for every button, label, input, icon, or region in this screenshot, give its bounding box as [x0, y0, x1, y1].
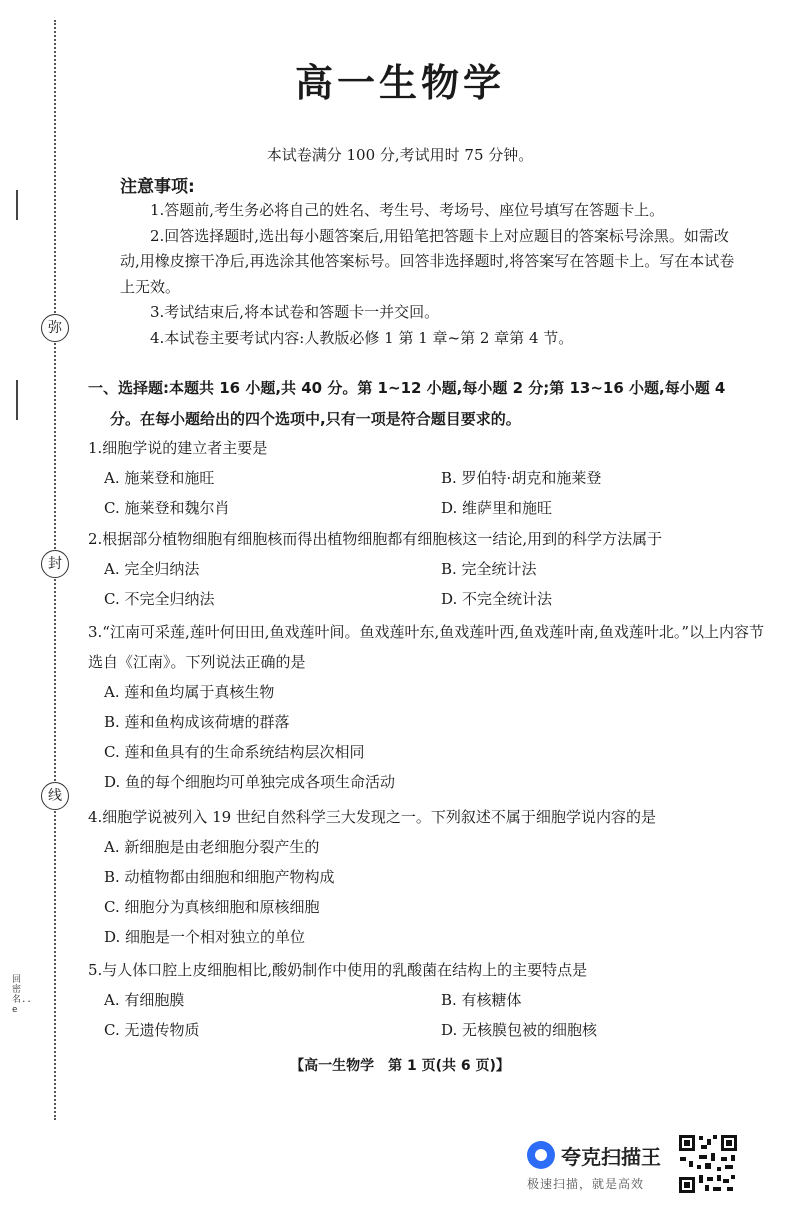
question-stem: 1.细胞学说的建立者主要是: [88, 439, 268, 457]
section-heading-line: 一、选择题:本题共 16 小题,共 40 分。第 1~12 小题,每小题 2 分;第 13~16 小题,每小题 4: [88, 379, 726, 397]
side-margin-mark: 回密名..e: [12, 975, 32, 1015]
option-d: D. 细胞是一个相对独立的单位: [104, 928, 306, 946]
option-d: D. 无核膜包被的细胞核: [441, 1021, 598, 1039]
option-c: C. 施莱登和魏尔肖: [104, 499, 230, 517]
option-c: C. 莲和鱼具有的生命系统结构层次相同: [104, 743, 365, 761]
qr-code-icon: [677, 1133, 739, 1195]
option-b: B. 有核糖体: [441, 991, 522, 1009]
scanner-watermark: [527, 1137, 675, 1193]
section-heading-line: 分。在每小题给出的四个选项中,只有一项是符合题目要求的。: [110, 410, 521, 428]
scanner-brand: 夸克扫描王: [561, 1145, 661, 1169]
notice-item: 2.回答选择题时,选出每小题答案后,用铅笔把答题卡上对应题目的答案标号涂黑。如需改动,用橡皮擦干净后,再选涂其他答案标号。回答非选择题时,将答案写在答题卡上。写在本试卷上无效。: [120, 226, 735, 296]
seal-xian: 线: [41, 782, 69, 810]
question-stem: 4.细胞学说被列入 19 世纪自然科学三大发现之一。下列叙述不属于细胞学说内容的是: [88, 808, 656, 826]
option-a: A. 完全归纳法: [104, 560, 200, 578]
question-3: [88, 617, 778, 797]
option-b: B. 完全统计法: [441, 560, 537, 578]
option-d: D. 不完全统计法: [441, 590, 553, 608]
question-5: [88, 955, 778, 1045]
scanner-logo-icon: [527, 1141, 555, 1169]
option-a: A. 莲和鱼均属于真核生物: [104, 683, 275, 701]
option-a: A. 新细胞是由老细胞分裂产生的: [104, 838, 320, 856]
option-d: D. 维萨里和施旺: [441, 499, 553, 517]
notice-list: [120, 198, 740, 351]
question-2: [88, 524, 778, 614]
section-heading: [88, 373, 778, 435]
option-a: A. 施莱登和施旺: [104, 469, 215, 487]
option-b: B. 莲和鱼构成该荷塘的群落: [104, 713, 290, 731]
option-a: A. 有细胞膜: [104, 991, 185, 1009]
page-title: 高一生物学: [294, 61, 505, 105]
option-b: B. 动植物都由细胞和细胞产物构成: [104, 868, 335, 886]
page-footer: 【高一生物学 第 1 页(共 6 页)】: [290, 1058, 510, 1074]
option-b: B. 罗伯特·胡克和施莱登: [441, 469, 602, 487]
seal-mi: 弥: [41, 314, 69, 342]
option-c: C. 不完全归纳法: [104, 590, 215, 608]
notice-title: 注意事项:: [120, 177, 195, 197]
question-stem: 5.与人体口腔上皮细胞相比,酸奶制作中使用的乳酸菌在结构上的主要特点是: [88, 961, 588, 979]
option-c: C. 细胞分为真核细胞和原核细胞: [104, 898, 320, 916]
question-4: [88, 802, 778, 952]
option-d: D. 鱼的每个细胞均可单独完成各项生命活动: [104, 773, 396, 791]
question-stem: 2.根据部分植物细胞有细胞核而得出植物细胞都有细胞核这一结论,用到的科学方法属于: [88, 530, 663, 548]
option-c: C. 无遗传物质: [104, 1021, 200, 1039]
margin-tick: [16, 380, 18, 420]
margin-tick: [16, 190, 18, 220]
question-stem: 3.“江南可采莲,莲叶何田田,鱼戏莲叶间。鱼戏莲叶东,鱼戏莲叶西,鱼戏莲叶南,鱼戏莲叶北。”以上内容节选自《江南》。下列说法正确的是: [88, 623, 764, 671]
question-1: [88, 433, 778, 523]
exam-intro: 本试卷满分 100 分,考试用时 75 分钟。: [266, 146, 534, 164]
notice-item: 3.考试结束后,将本试卷和答题卡一并交回。: [150, 303, 440, 321]
scanner-slogan: 极速扫描，就是高效: [527, 1177, 645, 1191]
notice-item: 4.本试卷主要考试内容:人教版必修 1 第 1 章~第 2 章第 4 节。: [150, 328, 574, 347]
notice-item: 1.答题前,考生务必将自己的姓名、考生号、考场号、座位号填写在答题卡上。: [150, 201, 665, 219]
seal-feng: 封: [41, 550, 69, 578]
